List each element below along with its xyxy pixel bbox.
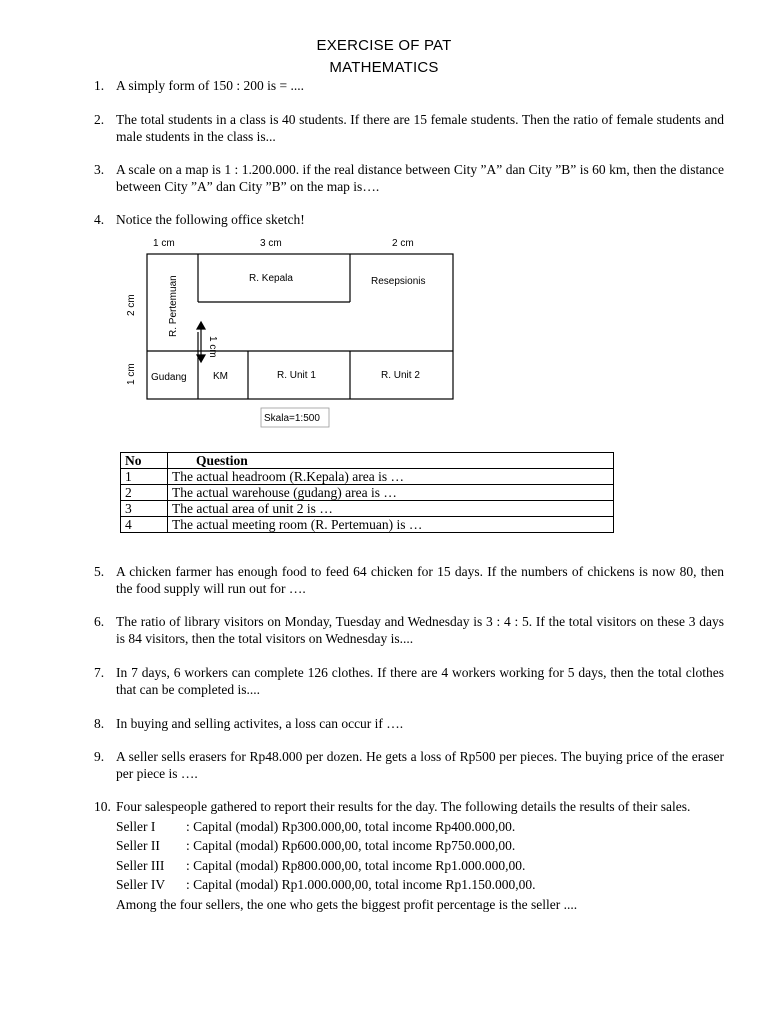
dim-left-1: 2 cm — [126, 294, 137, 316]
question-5: 5. A chicken farmer has enough food to feed 64 chicken for 15 days. If the numbers of chickens is now 80, then the food supply will run out for …. — [94, 564, 724, 596]
room-unit1: R. Unit 1 — [277, 370, 316, 381]
room-pertemuan: R. Pertemuan — [168, 275, 179, 337]
page-subtitle: MATHEMATICS — [329, 59, 439, 76]
question-2: 2. The total students in a class is 40 students. If there are 15 female students. Then the ratio of female students and male students in the class is... — [94, 112, 724, 144]
table-header-row — [121, 453, 614, 469]
question-6: 6. The ratio of library visitors on Monday, Tuesday and Wednesday is 3 : 4 : 5. If the total visitors on these 3 days is 84 visitors, then the total visitors on Wednesday is.... — [94, 614, 724, 646]
dim-left-2: 1 cm — [126, 363, 137, 385]
seller-row: Seller III : Capital (modal) Rp800.000,00, total income Rp1.000.000,00. — [116, 857, 526, 873]
seller-row: Seller IV : Capital (modal) Rp1.000.000,00, total income Rp1.150.000,00. — [116, 877, 536, 892]
table-header-question: Question — [168, 453, 614, 469]
question-7: 7. In 7 days, 6 workers can complete 126 clothes. If there are 4 workers working for 5 days, then the total clothes that can be completed is.... — [94, 665, 724, 697]
question-8: 8. In buying and selling activites, a loss can occur if …. — [94, 716, 404, 731]
table-row: 4 The actual meeting room (R. Pertemuan) is … — [121, 517, 614, 533]
room-kepala: R. Kepala — [249, 273, 293, 284]
table-header-no: No — [121, 453, 168, 469]
dim-top-2: 3 cm — [260, 238, 282, 249]
table-row: 3 The actual area of unit 2 is … — [121, 501, 614, 517]
room-km: KM — [213, 371, 228, 382]
room-gudang: Gudang — [151, 372, 187, 383]
corridor-label: 1 cm — [207, 336, 218, 358]
table-row: 2 The actual warehouse (gudang) area is … — [121, 485, 614, 501]
room-resepsionis: Resepsionis — [371, 276, 426, 287]
office-sketch — [120, 232, 460, 432]
room-unit2: R. Unit 2 — [381, 370, 420, 381]
page-title: EXERCISE OF PAT — [316, 37, 452, 54]
seller-row: Seller I : Capital (modal) Rp300.000,00, total income Rp400.000,00. — [116, 818, 516, 834]
question-4: 4. Notice the following office sketch! — [94, 212, 305, 227]
question-3: 3. A scale on a map is 1 : 1.200.000. if the real distance between City ”A” dan City ”B” is 60 km, then the distance between City ”A” dan City ”B” on the map is…. — [94, 162, 724, 194]
scale-label: Skala=1:500 — [264, 413, 320, 424]
question-9: 9. A seller sells erasers for Rp48.000 per dozen. He gets a loss of Rp500 per pieces. The buying price of the eraser per piece is …. — [94, 749, 724, 781]
question-table — [120, 452, 614, 533]
question-10: 10. Four salespeople gathered to report their results for the day. The following details the results of their sales. Seller I : Capital (modal) Rp300.000,00, total income Rp400.000,00. Seller II : Capital (modal) Rp600.000,00, total income Rp750.000,00. Seller III : Capital (modal) Rp800.000,00, total income Rp1.000.000,00. Seller IV : Capital (modal) Rp1.000.000,00, total income Rp1.150.000,00. Among the four sellers, the one who gets the biggest profit percentage is the seller .... — [94, 799, 724, 913]
table-row: 1 The actual headroom (R.Kepala) area is … — [121, 469, 614, 485]
closing-question: Among the four sellers, the one who gets the biggest profit percentage is the seller .... — [116, 896, 578, 912]
dim-top-1: 1 cm — [153, 238, 175, 249]
question-1: 1. A simply form of 150 : 200 is = .... — [94, 78, 304, 93]
seller-row: Seller II : Capital (modal) Rp600.000,00, total income Rp750.000,00. — [116, 838, 516, 853]
dim-top-3: 2 cm — [392, 238, 414, 249]
